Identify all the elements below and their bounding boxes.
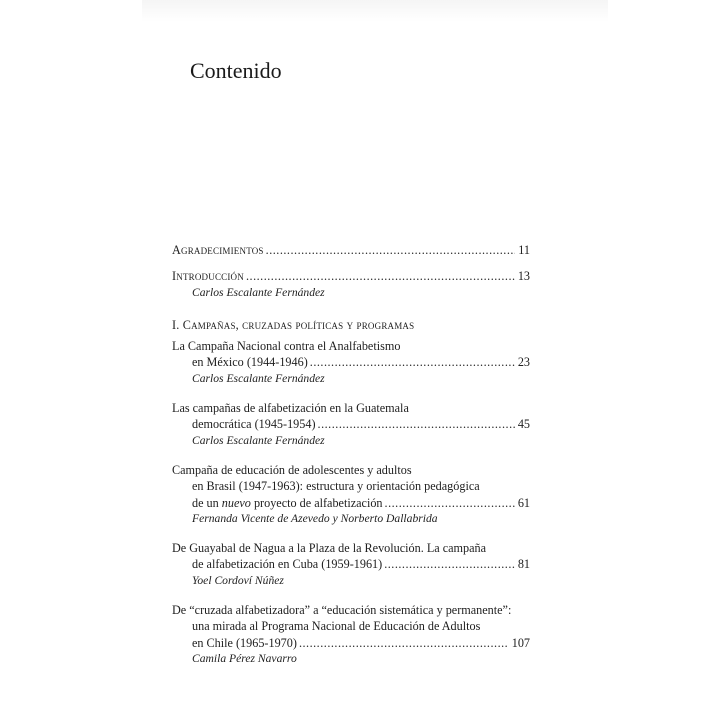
toc-page-number: 11 [518,243,530,257]
toc-entry-title-line: una mirada al Programa Nacional de Educación de Adultos [192,619,481,634]
toc-entry[interactable] [172,602,530,667]
table-of-contents [172,242,530,667]
toc-entry[interactable] [172,338,530,387]
dot-leader [310,354,515,370]
toc-entry[interactable] [172,540,530,589]
toc-entry-title-line: en Brasil (1947-1963): estructura y orientación pedagógica [192,479,480,494]
dot-leader [266,242,516,258]
top-shadow-band [142,0,608,22]
toc-entry[interactable] [172,462,530,527]
page-title: Contenido [190,58,282,83]
toc-author: Fernanda Vicente de Azevedo y Norberto Dallabrida [192,511,438,525]
toc-entry-title-line: de alfabetización en Cuba (1959-1961) [192,557,383,572]
toc-entry-title-line: De Guayabal de Nagua a la Plaza de la Revolución. La campaña [172,541,487,556]
toc-page-number: 45 [517,417,530,432]
toc-entry-title-line: Campaña de educación de adolescentes y adultos [172,462,412,477]
dot-leader [318,416,515,432]
toc-author: Carlos Escalante Fernández [192,433,325,447]
emphasis-text: nuevo [221,495,251,510]
toc-entry[interactable] [172,400,530,449]
toc-entry-title-line: de un nuevo proyecto de alfabetización [192,495,383,510]
toc-page-number: 107 [511,635,530,650]
toc-entry-title-line: De “cruzada alfabetizadora” a “educación sistemática y permanente”: [172,603,512,618]
toc-entry-introduccion[interactable] [172,268,530,284]
toc-entry-title-line: democrática (1945-1954) [192,417,316,432]
toc-entry-agradecimientos[interactable] [172,242,530,258]
toc-author: Yoel Cordoví Núñez [192,573,284,587]
toc-entry-title-line: en México (1944-1946) [192,355,308,370]
toc-entry-title-line: en Chile (1965-1970) [192,635,297,650]
toc-page-number: 61 [517,495,530,510]
toc-author: Camila Pérez Navarro [192,651,297,665]
toc-entry-title-line: La Campaña Nacional contra el Analfabetismo [172,339,401,354]
dot-leader [384,556,515,572]
toc-entry-title: Agradecimientos [172,243,264,257]
toc-entry-title: Introducción [172,269,244,284]
section-heading: I. Campañas, cruzadas políticas y programas [172,317,415,332]
dot-leader [299,635,509,651]
toc-author: Carlos Escalante Fernández [192,371,325,385]
toc-page-number: 13 [517,269,530,284]
toc-entry-title-line: Las campañas de alfabetización en la Guatemala [172,401,409,416]
toc-page-number: 81 [517,557,530,572]
toc-author: Carlos Escalante Fernández [192,285,325,299]
dot-leader [385,495,515,511]
dot-leader [246,268,515,284]
toc-page-number: 23 [517,355,530,370]
